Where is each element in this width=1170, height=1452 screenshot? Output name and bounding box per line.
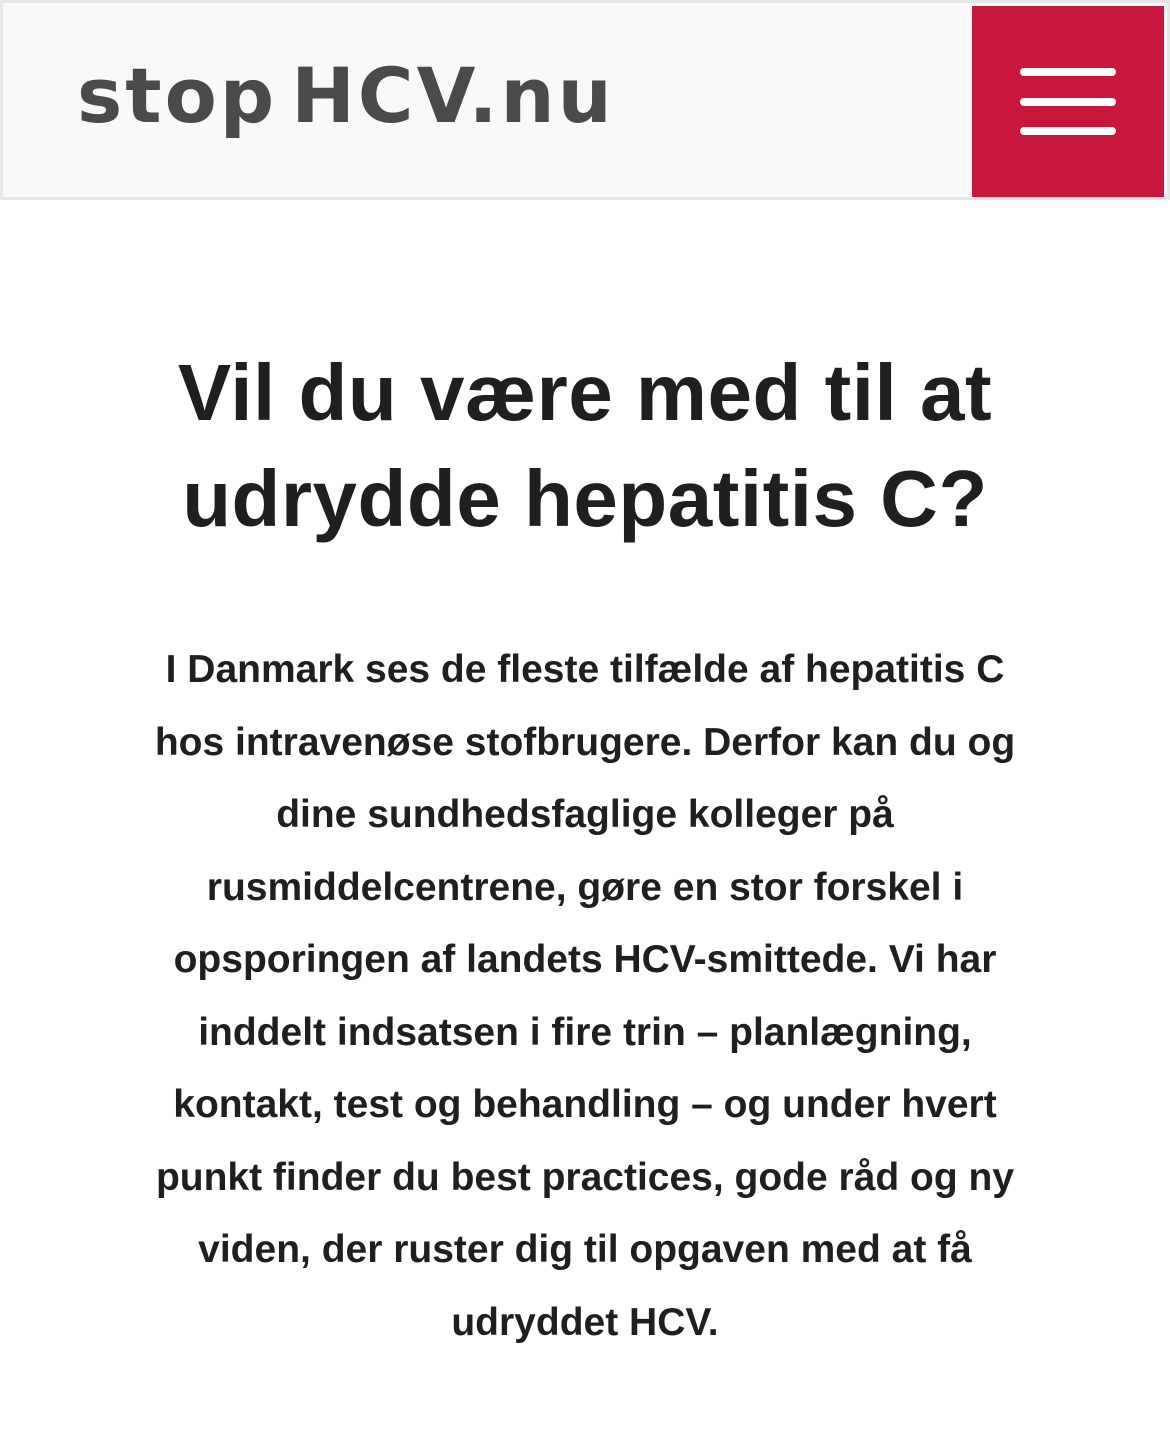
- intro-line: viden, der ruster dig til opgaven med at få: [198, 1228, 972, 1271]
- main-content: [60, 340, 1110, 1359]
- site-header: [0, 0, 1170, 200]
- intro-line: dine sundhedsfaglige kolleger på: [276, 793, 894, 836]
- intro-line: rusmiddelcentrene, gøre en stor forskel i: [206, 865, 964, 909]
- intro-line: punkt finder du best practices, gode råd og ny: [155, 1155, 1015, 1199]
- hamburger-menu-icon-middle-bar: [1020, 98, 1116, 106]
- intro-line: udryddet HCV.: [451, 1300, 719, 1344]
- hamburger-menu-icon-bottom-bar: [1020, 127, 1116, 135]
- hamburger-menu-icon: [1020, 68, 1116, 76]
- intro-line: inddelt indsatsen i fire trin – planlægning,: [198, 1010, 972, 1054]
- intro-line: kontakt, test og behandling – og under hvert: [173, 1083, 997, 1126]
- intro-line: I Danmark ses de fleste tilfælde af hepatitis C: [165, 648, 1005, 691]
- page-title-line-2: udrydde hepatitis C?: [182, 454, 988, 543]
- intro-paragraph: [60, 634, 1110, 1359]
- page-title: [60, 340, 1110, 552]
- menu-button[interactable]: [972, 6, 1164, 197]
- intro-line: opsporingen af landets HCV-smittede. Vi har: [173, 938, 997, 981]
- logo-text-stop: stop: [77, 51, 278, 140]
- intro-line: hos intravenøse stofbrugere. Derfor kan du og: [154, 720, 1016, 764]
- site-logo[interactable]: [77, 51, 615, 141]
- page-title-line-1: Vil du være med til at: [177, 348, 993, 437]
- logo-text-domain: HCV.nu: [291, 51, 615, 140]
